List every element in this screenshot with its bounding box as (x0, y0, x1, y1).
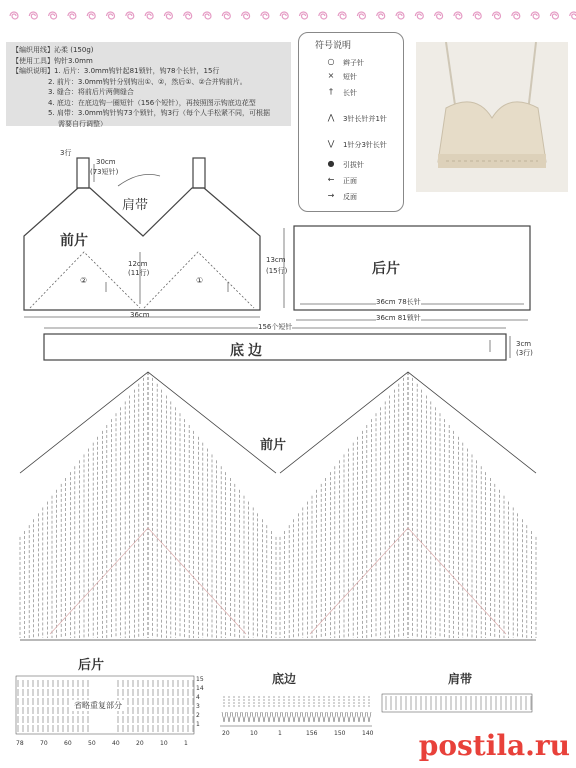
instruction-line-2: 2. 前片：3.0mm钩针分别钩出①、②，然后①、②合并钩前片。 (48, 77, 247, 86)
omit-repeat-label: 省略重复部分 (74, 701, 122, 710)
back-bottom-label: 36cm 81锁针 (376, 314, 421, 322)
tick-label: 70 (40, 740, 48, 747)
tick-label: 78 (16, 740, 24, 747)
stitch-mark (257, 712, 261, 722)
tool-line: 【使用工具】钩针3.0mm (12, 56, 93, 65)
chart-front-label: 前片 (260, 438, 287, 453)
stitch-mark (342, 712, 346, 722)
stitch-mark (312, 712, 316, 722)
spiral-icon (435, 12, 443, 19)
stitch-mark (367, 712, 371, 722)
spiral-icon (280, 12, 288, 19)
front-piece-label: 前片 (60, 233, 88, 249)
spiral-icon (68, 12, 76, 19)
instruction-line-5: 5. 肩带：3.0mm钩针钩73个锁针，钩3行（每个人手松紧不同，可根据 (48, 109, 271, 117)
yarn-line: 【编织用线】沁柔 (150g) (12, 46, 94, 54)
legend-label: 3针长针并1针 (343, 115, 387, 123)
chart-back-label: 后片 (78, 658, 105, 673)
double-crochet-icon: † (329, 87, 333, 96)
tick-label: 150 (334, 730, 346, 737)
spiral-icon (512, 12, 520, 19)
back-piece-label: 后片 (372, 261, 400, 277)
stitch-mark (272, 712, 276, 722)
spiral-icon (164, 12, 172, 19)
strap-left-outline (77, 158, 89, 188)
spiral-icon (261, 12, 269, 19)
chart-strap-label: 肩带 (448, 672, 473, 686)
stitch-mark (237, 712, 241, 722)
hem-rows-label: (3行) (516, 349, 533, 357)
tick-label: 140 (362, 730, 374, 737)
spiral-icon (415, 12, 423, 19)
front-height-label: 12cm (128, 260, 148, 268)
spiral-icon (454, 12, 462, 19)
spiral-icon (242, 12, 250, 19)
strap-chains-label: (73短针) (90, 168, 119, 176)
spiral-icon (377, 12, 385, 19)
stitch-mark (227, 712, 231, 722)
dc-increase-icon: ⋁ (327, 139, 335, 148)
row-label: 15 (196, 676, 204, 683)
stitch-mark (252, 712, 256, 722)
stitch-mark (267, 712, 271, 722)
spiral-icon (550, 12, 558, 19)
spiral-icon (473, 12, 481, 19)
stitch-mark (262, 712, 266, 722)
instruction-line-6: 需要自行调整） (58, 119, 107, 128)
legend-label: 1针分3针长针 (343, 141, 387, 149)
legend-item-chain (307, 57, 401, 69)
legend-label: 长针 (343, 89, 357, 97)
hem-count-label: 156个短针 (258, 323, 293, 331)
tick-label: 1 (278, 730, 282, 737)
legend-item-3dc-inc (307, 139, 401, 151)
stitch-mark (287, 712, 291, 722)
row-label: 14 (196, 685, 204, 692)
stitch-mark (277, 712, 281, 722)
spiral-icon (319, 12, 327, 19)
stitch-mark (337, 712, 341, 722)
tick-label: 20 (136, 740, 144, 747)
product-photo (416, 42, 568, 192)
spiral-icon (203, 12, 211, 19)
stitch-mark (322, 712, 326, 722)
legend-item-rs (307, 175, 401, 187)
strap-rows-label: 3行 (60, 149, 72, 157)
row-label: 3 (196, 703, 200, 710)
spiral-icon (338, 12, 346, 19)
part-1-label: ① (196, 276, 204, 285)
front-stitch-chart (20, 372, 536, 640)
legend-label: 引拔针 (343, 161, 364, 169)
peak-edge (20, 372, 276, 473)
legend-item-ws (307, 191, 401, 203)
tick-label: 10 (160, 740, 168, 747)
strap-chart-frame (382, 694, 532, 712)
spiral-icon (126, 12, 134, 19)
legend-item-dc3tog (307, 113, 401, 125)
spiral-icon (184, 12, 192, 19)
strap-length-label: 30cm (96, 158, 116, 166)
front-rows-label: (11行) (128, 269, 150, 277)
spiral-icon (531, 12, 539, 19)
legend-label: 辫子针 (343, 59, 364, 67)
tick-label: 50 (88, 740, 96, 747)
spiral-icon (396, 12, 404, 19)
tick-label: 20 (222, 730, 230, 737)
strap-label: 肩带 (122, 198, 149, 213)
instructions-box (6, 42, 291, 126)
chain-stitch-icon: ○ (327, 57, 335, 66)
legend-label: 反面 (343, 193, 357, 201)
symbol-legend (298, 32, 404, 212)
row-label: 2 (196, 712, 200, 719)
tick-label: 10 (250, 730, 258, 737)
stitch-mark (302, 712, 306, 722)
stitch-mark (282, 712, 286, 722)
stitch-mark (247, 712, 251, 722)
spiral-icon (145, 12, 153, 19)
tick-label: 156 (306, 730, 318, 737)
strap-right-outline (193, 158, 205, 188)
row-label: 1 (196, 721, 200, 728)
instruction-line-3: 3. 缝合：将前后片两侧缝合 (48, 88, 134, 96)
watermark-logo: postila.ru (418, 729, 570, 762)
spiral-icon (87, 12, 95, 19)
legend-label: 正面 (343, 177, 357, 185)
spiral-icon (570, 12, 576, 19)
front-width-label: 36cm (130, 311, 150, 319)
decorative-spiral-border (0, 6, 576, 26)
dc3tog-icon: ⋀ (327, 113, 335, 122)
stitch-mark (222, 712, 226, 722)
slip-stitch-icon: ● (327, 159, 335, 168)
row-label: 4 (196, 694, 200, 701)
stitch-mark (317, 712, 321, 722)
single-crochet-icon: × (327, 71, 335, 80)
increase-guide (50, 528, 246, 634)
legend-item-dc (307, 87, 401, 99)
tick-label: 1 (184, 740, 188, 747)
stitch-mark (307, 712, 311, 722)
stitch-mark (292, 712, 296, 722)
chart-hem-label: 底边 (272, 672, 297, 686)
stitch-mark (352, 712, 356, 722)
spiral-icon (493, 12, 501, 19)
back-top-label: 36cm 78长针 (376, 298, 421, 306)
stitch-mark (327, 712, 331, 722)
legend-item-slst (307, 159, 401, 171)
tick-label: 40 (112, 740, 120, 747)
legend-label: 短针 (343, 73, 357, 81)
stitch-mark (362, 712, 366, 722)
arrow-right-icon: → (327, 191, 335, 200)
legend-item-sc (307, 71, 401, 83)
back-height-label: 13cm (266, 256, 286, 264)
back-rows-label: (15行) (266, 267, 288, 275)
part-2-label: ② (80, 276, 88, 285)
spiral-icon (107, 12, 115, 19)
stitch-mark (232, 712, 236, 722)
stitch-mark (332, 712, 336, 722)
hem-label: 底边 (230, 343, 266, 359)
hem-outline (44, 334, 506, 360)
spiral-icon (222, 12, 230, 19)
tick-label: 60 (64, 740, 72, 747)
increase-guide (310, 528, 506, 634)
stitch-mark (242, 712, 246, 722)
legend-title: 符号说明 (315, 41, 352, 51)
arrow-left-icon: ← (327, 175, 335, 184)
spiral-icon (29, 12, 37, 19)
stitch-mark (347, 712, 351, 722)
stitch-mark (357, 712, 361, 722)
instruction-line-1: 【编织说明】1. 后片：3.0mm钩针起81锁针，钩78个长针，15行 (12, 67, 220, 75)
hem-height-label: 3cm (516, 340, 532, 348)
spiral-icon (357, 12, 365, 19)
peak-edge (280, 372, 536, 473)
strap-arrow (118, 174, 160, 186)
stitch-mark (297, 712, 301, 722)
spiral-icon (10, 12, 18, 19)
instruction-line-4: 4. 底边：在底边钩一圈短针（156个短针），再按照图示钩底边花型 (48, 98, 256, 107)
spiral-icon (300, 12, 308, 19)
spiral-icon (49, 12, 57, 19)
